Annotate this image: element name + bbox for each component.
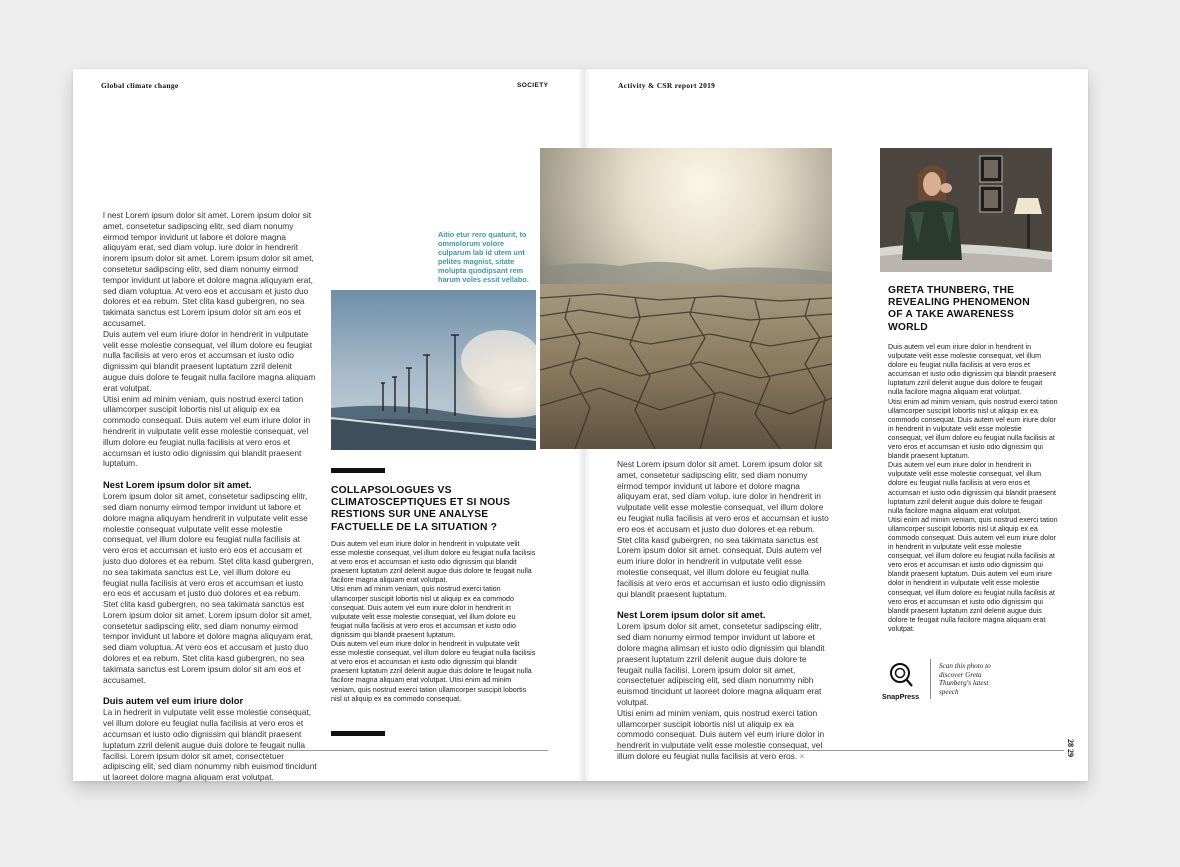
paragraph bbox=[617, 708, 832, 762]
paragraph: Duis autem vel eum iriure dolor in hendrerit in vulputate velit esse molestie consequat, vel illum dolore eu feugiat nulla facilisis at vero eros et accumsan et iusto odio dignissim qui blandit praesent luptatum zzril delenit augue duis dolore te feugait nulla facilore magna aliquam erat volutpat. bbox=[331, 540, 536, 585]
right-running-header: Activity & CSR report 2019 bbox=[618, 81, 716, 90]
title-rule bbox=[331, 468, 385, 473]
paragraph: Duis autem vel eum iriure dolor in hendrerit in vulputate velit esse molestie consequat, vel illum dolore eu feugiat nulla facilisis at vero eros et accumsan et iusto odio dignissim qui blandit praesent luptatum zzril delenit augue duis dolore te feugait nulla facilore magna aliquam erat volutpat. bbox=[888, 461, 1056, 515]
left-column-1 bbox=[103, 210, 317, 783]
subheading: Nest Lorem ipsum dolor sit amet. bbox=[617, 609, 766, 621]
paragraph: Duis autem vel eum iriure dolor in hendrerit in vulputate velit esse molestie consequat, vel illum dolore eu feugiat nulla facilisis at vero eros et accumsan et iusto odio dignissim qui blandit praesent luptatum zzril delenit augue duis dolore te feugait nulla facilore magna aliquam erat volutpat. bbox=[103, 328, 316, 393]
paragraph: Utisi enim ad minim veniam, quis nostrud exerci tation ullamcorper suscipit lobortis nisl ut aliquip ex ea commodo consequat. Duis autem vel eum iriure dolor in hendrerit in vulputate velit esse molestie consequat, vel illum dolore eu feugiat nulla facilisis at vero eros et accumsan et iusto odio dignissim qui blandit praesent luptatum. Duis autem vel eum iriure dolor in hendrerit in vulputate velit esse molestie consequat, vel illum dolore eu feugiat nulla facilisis at vero eros et accumsan et iusto odio dignissim qui blandit praesent luptatum zzril delenit augue duis dolore te feugait nulla facilore magna aliquam erat volutpat. bbox=[888, 515, 1058, 633]
intro-paragraph: l nest Lorem ipsum dolor sit amet. Lorem ipsum dolor sit amet, consetetur sadipscing elitr, sed diam nonumy eirmod tempor invidunt ut labore et dolore magna aliquyam erat, sed diam volup. iure dolor in hendrerit inorem ipsum dolor sit amet. Lorem ipsum dolor sit amet, consetetur sadipscing elitr, sed diam nonumy eirmod tempor invidunt ut labore et dolore magna aliquyam erat, sed diam voluptua. At vero eos et accusam et justo duo dolores et ea rebum. Stet clita kasd gubergren, no sea takimata sanctus est Lorem ipsum dolor sit am eos et accusamet. bbox=[103, 210, 314, 328]
paragraph: Lorem ipsum dolor sit amet, consetetur sadipscing elitr, sed diam nonumy eirmod tempor invidunt ut labore et dolore magna alimsan et iusto odio dignissim qui blandit praesent luptatum zzril delenit augue duis dolore te feugait nulla facilisi. Lorem ipsum dolor sit amet, consectetuer adipiscing elit, sed diam nonummy nibh euismod tincidunt ut laoreet dolore magna aliquam erat volutpat. bbox=[617, 621, 825, 707]
subheading: Nest Lorem ipsum dolor sit amet. bbox=[103, 479, 252, 491]
storm-wave-photo bbox=[331, 290, 536, 450]
end-rule bbox=[331, 731, 385, 736]
left-footer-line bbox=[101, 750, 548, 751]
snappress-caption: Scan this photo to discover Greta Thunberg's latest speech bbox=[939, 662, 991, 696]
storm-wave-image bbox=[331, 290, 536, 450]
portrait-image bbox=[880, 148, 1052, 272]
subheading: Duis autem vel eum iriure dolor bbox=[103, 695, 244, 707]
cracked-earth-image bbox=[540, 148, 832, 449]
paragraph: Lorem ipsum dolor sit amet, consetetur sadipscing elitr, sed diam nonumy eirmod tempor invidunt ut labore et dolore magna aliquyam hendrerit in vulputate velit esse molestie consequat vulputate velit esse molestie consequat, vel illum dolore eu feugiat nulla facilisis at vero eros et accumsan et iusto ero eos et accusam et justo duo dolores et ea rebum. Stet clita kasd gubergren, no sea takimata sanctus est Le, vel illum dolore eu feugiat nulla facilisis at vero eros et accumsan et iusto ero eos et accusam et justo duo dolores et ea rebum. Stet clita kasd gubergren, no sea takimata sanctus est Lorem ipsum dolor sit amet. Lorem ipsum dolor sit amet, consetetur sadipscing elitr, sed diam nonumy eirmod tempor invidunt ut labore et dolore magna aliquyam erat, sed diam voluptua. At vero eos et accusam et justo duo dolores et ea rebum. Stet clita kasd gubergren, no sea takimata sanctus est Lorem ipsum dolor sit am eos et accusamet. bbox=[103, 491, 314, 685]
paragraph: Duis autem vel eum iriure dolor in hendrerit in vulputate velit esse molestie consequat, vel illum dolore eu feugiat nulla facilisis at vero eros et accumsan et iusto odio dignissim qui blandit praesent luptatum zzril delenit augue duis dolore te feugait nulla facilore magna aliquam erat volutpat. Utisi enim ad minim veniam, quis nostrud exerci tation ullamcorper suscipit lobortis nisl ut aliquip ex ea commodo consequat. bbox=[331, 640, 536, 703]
section-label: SOCIETY bbox=[517, 82, 549, 89]
left-column-2-body bbox=[331, 540, 536, 704]
paragraph: Utisi enim ad minim veniam, quis nostrud exerci tation ullamcorper suscipit lobortis nisl ut aliquip ex ea commodo consequat. Duis autem vel eum iriure dolor in hendrerit in vulputate velit esse molestie consequat, vel illum dolore eu feugiat nulla facilisis at vero eros et accumsan et iusto odio dignissim qui blandit praesent luptatum. bbox=[888, 397, 1058, 461]
paragraph: Utisi enim ad minim veniam, quis nostrud exerci tation ullamcorper suscipit lobortis nisl ut aliquip ex ea commodo consequat. Duis autem vel eum iriure dolor in hendrerit in vulputate velit esse molestie consequat, vel illum dolore eu feugiat nulla facilisis at vero eros et accumsan et iusto odio dignissim qui blandit praesent luptatum. bbox=[103, 393, 311, 469]
paragraph: Utisi enim ad minim veniam, quis nostrud exerci tation ullamcorper suscipit lobortis nisl ut aliquip ex ea commodo consequat. Duis autem vel eum iriure dolor in hendrerit in vulputate velit esse molestie consequat, vel illum dolore eu feugiat nulla facilisis at vero eros et accumsan et iusto odio dignissim qui blandit praesent luptatum. bbox=[331, 585, 516, 639]
snappress-icon bbox=[881, 659, 921, 689]
greta-title: GRETA THUNBERG, THE REVEALING PHENOMENON OF A TAKE AWARENESS WORLD bbox=[888, 285, 1030, 333]
end-mark: × bbox=[799, 750, 805, 761]
right-column-2-body bbox=[888, 343, 1058, 634]
paragraph: La in hedrerit in vulputate velit esse molestie consequat, vel illum dolore eu feugiat nulla facilisis at vero eros et accumsan et iusto odio dignissim qui blandit praesent luptatum zzril delenit augue duis dolore te feugait nulla facilisi. Lorem ipsum dolor sit amet, consectetuer adipiscing elit, sed diam nonummy nibh euismod tincidunt ut laoreet dolore magna aliquam erat volutpat. bbox=[103, 707, 317, 783]
right-footer-line bbox=[614, 750, 1064, 751]
page-numbers: 28 29 bbox=[1066, 739, 1075, 757]
article-title: COLLAPSOLOGUES VS CLIMATOSCEPTIQUES ET SI NOUS RESTIONS SUR UNE ANALYSE FACTUELLE DE LA SITUATION ? bbox=[331, 485, 511, 533]
snappress-label: SnapPress bbox=[882, 692, 920, 701]
paragraph-text: Utisi enim ad minim veniam, quis nostrud exerci tation ullamcorper suscipit lobortis nisl ut aliquip ex ea commodo consequat. Duis autem vel eum iriure dolor in hendrerit in vulputate velit esse molestie consequat, vel illum dolore eu feugiat nulla facilisis at vero eros. bbox=[617, 707, 825, 761]
paragraph: Duis autem vel eum iriure dolor in hendrerit in vulputate velit esse molestie consequat, vel illum dolore eu feugiat nulla facilisis at vero eros et accumsan et iusto odio dignissim qui blandit praesent luptatum zzril delenit augue duis dolore te feugait nulla facilore magna aliquam erat volutpat. bbox=[888, 343, 1056, 397]
left-running-header: Global climate change bbox=[101, 81, 179, 90]
snappress-divider bbox=[930, 659, 931, 699]
magazine-spread bbox=[73, 69, 1088, 781]
snappress-badge[interactable] bbox=[881, 659, 921, 699]
right-column-1 bbox=[617, 459, 832, 762]
pull-quote: Aitio etur rero quaturit, to ommolorum volore culparum lab id utem unt pelites magnist, sitate molupta quodipsant rem harum voles essit vellabo. bbox=[438, 230, 529, 284]
greta-photo bbox=[880, 148, 1052, 272]
drought-photo bbox=[540, 148, 832, 449]
paragraph: Nest Lorem ipsum dolor sit amet. Lorem ipsum dolor sit amet, consetetur sadipscing elitr, sed diam nonumy eirmod tempor invidunt ut labore et dolore magna aliquyam erat, sed diam volup. iure dolor in hendrerit in vulputate velit esse molestie consequat, vel illum dolore eu feugiat nulla facilisis at vero eros et accumsan et iusto ero eos et accusam et justo duo dolores et ea rebum. Stet clita kasd gubergren, no sea takimata sanctus est Lorem ipsum dolor sit amet. consequat. Duis autem vel eum iriure dolor in hendrerit in vulputate velit esse molestie consequat, vel illum dolore eu feugiat nulla facilisis at vero eros et accumsan et iusto odio dignissim qui blandit praesent luptatum. bbox=[617, 459, 829, 599]
